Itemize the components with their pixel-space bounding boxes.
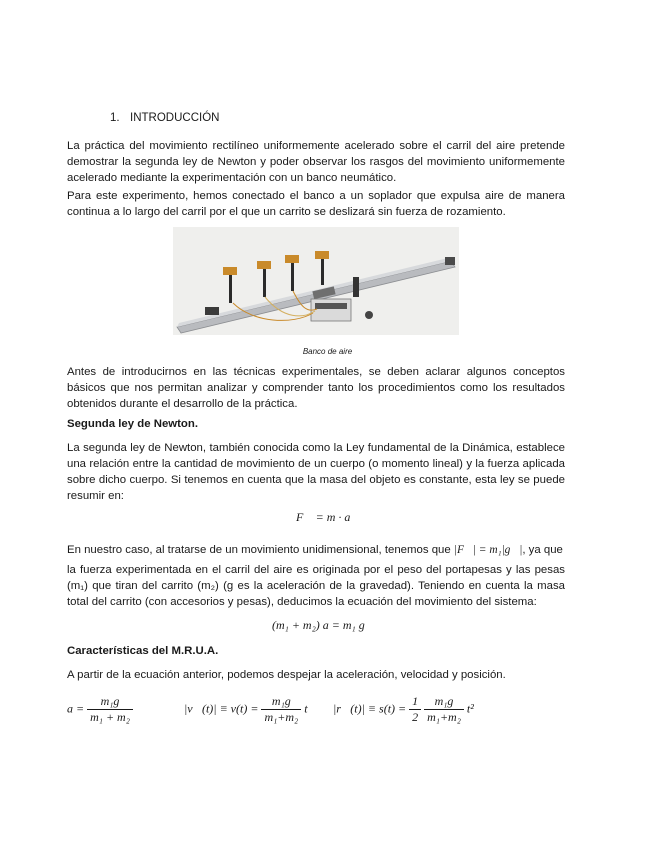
equation-velocity <box>184 694 308 725</box>
velocity-denominator: m₁+m₂ <box>264 710 299 724</box>
air-track-photo <box>173 227 459 335</box>
unidimensional-text: En nuestro caso, al tratarse de un movimiento unidimensional, tenemos que <box>67 544 451 556</box>
position-time-squared: t² <box>466 701 474 716</box>
section-number: 1. <box>110 112 120 124</box>
section-title: INTRODUCCIÓN <box>130 112 220 124</box>
velocity-lhs: |v⃗(t)| ≡ v(t) = <box>184 701 259 716</box>
figure-caption: Banco de aire <box>302 347 353 356</box>
air-track-illustration <box>173 227 459 335</box>
setup-paragraph: Para este experimento, hemos conectado el banco a un soplador que expulsa aire de manera continua a lo largo del carril por el que un carrito se deslizará sin fuerza de rozamiento. <box>67 190 565 218</box>
subheading-newton: Segunda ley de Newton. <box>67 418 199 430</box>
velocity-numerator: m₁g <box>261 694 301 710</box>
equation-newton: F⃗ = m · a⃗ <box>296 510 360 524</box>
position-fraction <box>424 694 464 725</box>
acceleration-lhs: a = <box>67 701 85 716</box>
unidimensional-tail: , ya que <box>522 544 563 556</box>
acceleration-fraction <box>87 694 133 725</box>
position-denominator: m₁+m₂ <box>427 710 461 724</box>
position-numerator: m₁g <box>424 694 464 710</box>
acceleration-numerator: m₁g <box>87 694 133 710</box>
velocity-time: t <box>304 701 308 716</box>
inline-force-equation: |F⃗| = m₁|g⃗| <box>453 544 523 556</box>
unidimensional-lead <box>67 542 565 558</box>
position-half-numerator: 1 <box>409 694 421 710</box>
velocity-fraction <box>261 694 301 725</box>
section-heading <box>110 112 219 124</box>
acceleration-denominator: m₁ + m₂ <box>90 710 130 724</box>
concepts-paragraph: Antes de introducirnos en las técnicas experimentales, se deben aclarar algunos conceptos básicos que nos permitan analizar y comprender tanto los procedimientos como los resultados obtenidos durante el desarrollo de la práctica. <box>67 366 565 410</box>
position-half-fraction <box>409 694 421 725</box>
position-lhs: |r⃗(t)| ≡ s(t) = <box>333 701 407 716</box>
equation-acceleration <box>67 694 133 725</box>
equation-motion: (m₁ + m₂) a = m₁ g <box>272 618 365 632</box>
newton-paragraph: La segunda ley de Newton, también conocida como la Ley fundamental de la Dinámica, establece una relación entre la cantidad de movimiento de un cuerpo (o momento lineal) y la fuerza aplicada sobre dicho cuerpo. Si tenemos en cuenta que la masa del objeto es constante, esta ley se puede resumir en: <box>67 442 565 502</box>
intro-paragraph: La práctica del movimiento rectilíneo uniformemente acelerado sobre el carril del aire pretende demostrar la segunda ley de Newton y poder observar los rasgos del movimiento uniformemente acelerado mediante la experimentación con un banco neumático. <box>67 140 565 184</box>
position-half-denominator: 2 <box>412 710 419 724</box>
subheading-mrua: Características del M.R.U.A. <box>67 645 219 657</box>
equation-position <box>333 694 474 725</box>
mrua-paragraph: A partir de la ecuación anterior, podemos despejar la aceleración, velocidad y posición. <box>67 669 506 681</box>
force-paragraph: la fuerza experimentada en el carril del aire es originada por el peso del portapesas y las pesas (m₁) que tiran del carrito (m₂) (g es la aceleración de la gravedad). Teniendo en cuenta la masa total del carrito (con accesorios y pesas), deducimos la ecuación del movimiento del sistema: <box>67 564 565 608</box>
